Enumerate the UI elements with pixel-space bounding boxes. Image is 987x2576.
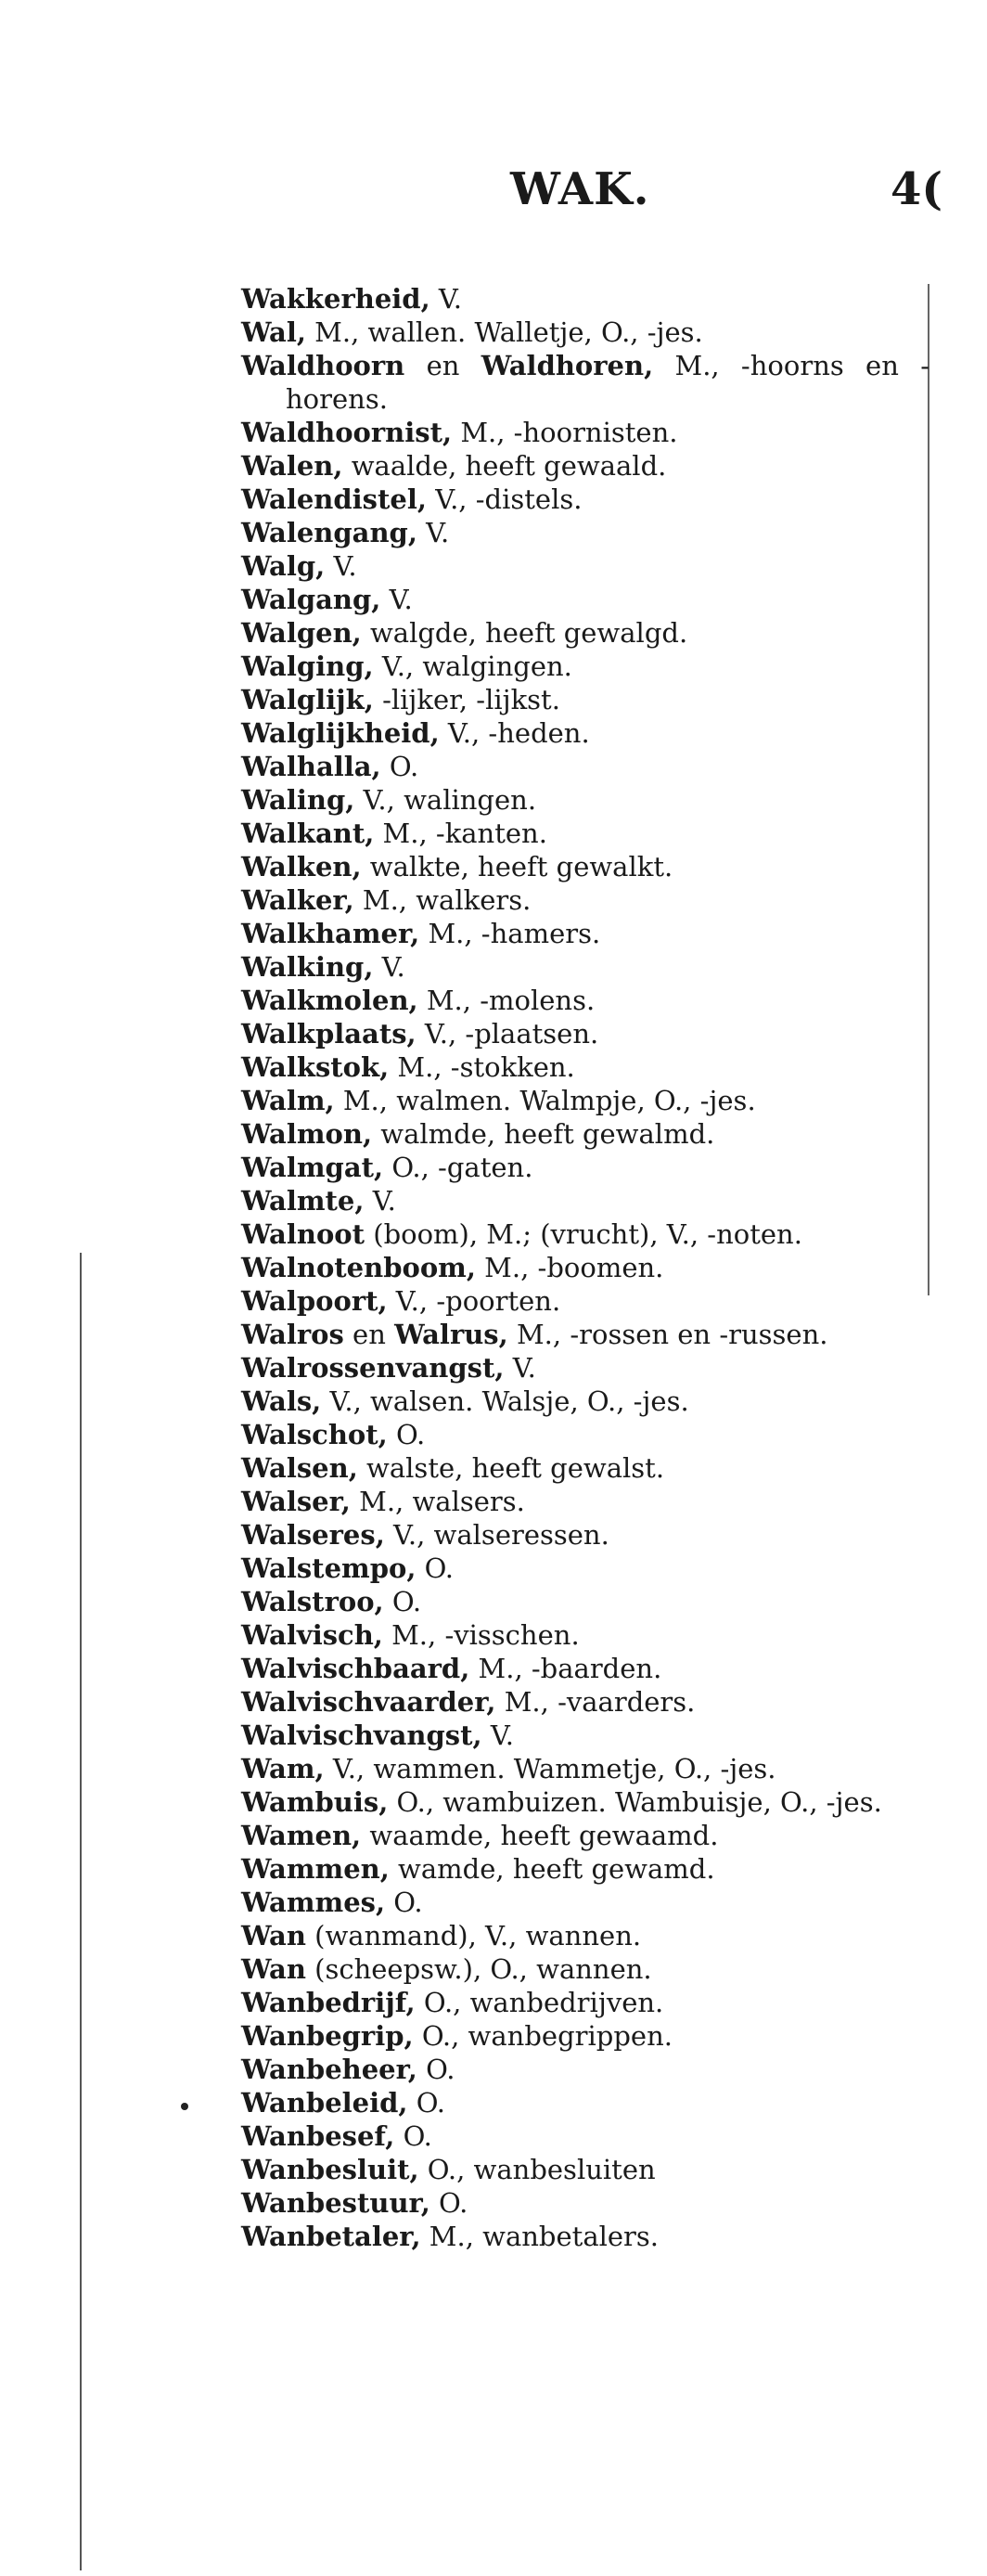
dictionary-entry	[241, 716, 929, 750]
entry-headword: Walm,	[241, 1085, 335, 1116]
entry-text: V., walseressen.	[384, 1519, 609, 1551]
entry-headword: Walgang,	[241, 584, 381, 615]
entry-text: M., -rossen en -russen.	[507, 1319, 828, 1350]
entry-headword: Walkstok,	[241, 1051, 390, 1083]
entry-headword: Wanbestuur,	[241, 2187, 430, 2219]
dictionary-entry	[241, 2153, 929, 2186]
entry-text: V.	[373, 951, 405, 983]
dictionary-entry	[241, 1217, 929, 1251]
dictionary-entry	[241, 1618, 929, 1652]
dictionary-entry	[241, 1652, 929, 1685]
entry-text: O.	[407, 2087, 446, 2119]
entry-text: O.	[394, 2120, 432, 2152]
entry-text: O., wanbesluiten	[418, 2154, 656, 2185]
dictionary-entry	[241, 2186, 929, 2220]
dictionary-entry	[241, 282, 929, 316]
entry-text: O.	[429, 2187, 468, 2219]
entry-headword-variant: Waldhoren,	[481, 350, 654, 381]
entry-headword: Walmgat,	[241, 1152, 384, 1183]
dictionary-entry	[241, 1886, 929, 1919]
entry-headword: Walengang,	[241, 517, 417, 548]
dictionary-entry	[241, 883, 929, 917]
dictionary-entry	[241, 1518, 929, 1552]
entry-text: O.	[417, 2054, 455, 2085]
entry-headword: Wanbeleid,	[241, 2087, 408, 2119]
entry-headword: Walglijkheid,	[241, 717, 440, 749]
entry-text: V.	[325, 550, 357, 582]
entry-text: M., -hamers.	[419, 918, 601, 949]
entry-text: -lijker, -lijkst.	[373, 684, 560, 715]
entry-text: walkte, heeft gewalkt.	[361, 851, 673, 882]
dictionary-entry	[241, 2053, 929, 2086]
entry-headword: Wanbegrip,	[241, 2020, 414, 2052]
entry-headword: Walnoot	[241, 1218, 365, 1250]
entry-text: O., wambuizen. Wambuisje, O., -jes.	[388, 1786, 882, 1818]
entry-text: walste, heeft gewalst.	[357, 1452, 665, 1484]
entry-text: V., -poorten.	[387, 1285, 561, 1317]
dictionary-entry	[241, 984, 929, 1017]
entry-headword: Walkplaats,	[241, 1018, 417, 1050]
entry-text: V., wammen. Wammetje, O., -jes.	[324, 1753, 776, 1784]
entry-text: V., -heden.	[439, 717, 590, 749]
entry-headword: Walnotenboom,	[241, 1252, 476, 1283]
entry-headword: Wam,	[241, 1753, 325, 1784]
entry-headword: Wan	[241, 1953, 306, 1985]
entry-headword: Waldhoornist,	[241, 417, 453, 448]
entry-headword: Wanbetaler,	[241, 2221, 421, 2252]
entry-headword: Walmon,	[241, 1118, 373, 1150]
margin-dot	[181, 2103, 188, 2110]
entry-text: O.	[383, 1586, 422, 1617]
entry-text: O.	[385, 1887, 423, 1918]
dictionary-entry	[241, 783, 929, 817]
dictionary-entry	[241, 2119, 929, 2153]
entry-text: M., -baarden.	[469, 1653, 662, 1684]
dictionary-entry	[241, 1050, 929, 1084]
entry-text: V.	[417, 517, 450, 548]
entry-text: en	[343, 1319, 395, 1350]
entry-headword: Walstempo,	[241, 1552, 417, 1584]
dictionary-entry	[241, 1284, 929, 1318]
entry-headword: Walgen,	[241, 617, 362, 649]
entry-text: (boom), M.; (vrucht), V., -noten.	[365, 1218, 802, 1250]
entry-headword: Walvisch,	[241, 1619, 383, 1651]
dictionary-entry	[241, 1418, 929, 1451]
entry-text: waamde, heeft gewaamd.	[361, 1820, 719, 1851]
entry-headword: Walkant,	[241, 818, 375, 849]
entry-text: waalde, heeft gewaald.	[342, 450, 667, 482]
entry-text: V.	[481, 1719, 514, 1751]
dictionary-entry	[241, 1852, 929, 1886]
entry-headword: Wan	[241, 1920, 306, 1951]
dictionary-entry	[241, 583, 929, 616]
dictionary-entry	[241, 1184, 929, 1217]
dictionary-entry	[241, 2086, 929, 2119]
entry-headword: Walhalla,	[241, 751, 381, 782]
dictionary-entry	[241, 616, 929, 650]
entry-headword: Walvischvangst,	[241, 1719, 482, 1751]
entry-headword: Walschot,	[241, 1419, 388, 1450]
entry-text: M., wallen. Walletje, O., -jes.	[305, 316, 703, 348]
dictionary-entry	[241, 1685, 929, 1719]
dictionary-entry	[241, 1585, 929, 1618]
entry-headword: Walrossenvangst,	[241, 1352, 505, 1384]
dictionary-entry	[241, 2019, 929, 2053]
entry-headword: Wanbesluit,	[241, 2154, 419, 2185]
entry-text: M., walkers.	[353, 884, 532, 916]
dictionary-entry	[241, 1986, 929, 2019]
dictionary-entry	[241, 1385, 929, 1418]
entry-headword: Wamen,	[241, 1820, 362, 1851]
entry-text: (scheepsw.), O., wannen.	[305, 1953, 652, 1985]
entry-headword: Walging,	[241, 650, 374, 682]
entry-text: V., walingen.	[354, 784, 537, 816]
entry-text: M., -kanten.	[374, 818, 547, 849]
entry-headword: Wal,	[241, 316, 306, 348]
entry-text: walgde, heeft gewalgd.	[361, 617, 688, 649]
entry-headword: Walken,	[241, 851, 362, 882]
dictionary-entry	[241, 1919, 929, 1952]
dictionary-entry	[241, 1485, 929, 1518]
dictionary-entry	[241, 950, 929, 984]
entry-headword: Wammes,	[241, 1887, 386, 1918]
entry-text: (wanmand), V., wannen.	[305, 1920, 642, 1951]
entry-headword: Walen,	[241, 450, 343, 482]
entry-headword: Wambuis,	[241, 1786, 389, 1818]
dictionary-entry	[241, 1785, 929, 1819]
dictionary-entry	[241, 516, 929, 549]
dictionary-entry	[241, 750, 929, 783]
entry-headword: Walser,	[241, 1486, 351, 1517]
entry-headword: Walsen,	[241, 1452, 358, 1484]
entry-headword: Waling,	[241, 784, 355, 816]
entry-text: V.	[429, 283, 462, 315]
entry-text: M., -stokken.	[389, 1051, 575, 1083]
page-header	[0, 163, 987, 219]
dictionary-entry	[241, 850, 929, 883]
dictionary-entry	[241, 1819, 929, 1852]
entry-headword: Wanbedrijf,	[241, 1987, 416, 2018]
entry-text: V.	[380, 584, 413, 615]
entry-text: O.	[416, 1552, 454, 1584]
entry-headword: Walkmolen,	[241, 985, 418, 1016]
entry-text: V.	[364, 1185, 396, 1217]
entry-text: M., -molens.	[417, 985, 596, 1016]
dictionary-entry	[241, 316, 929, 349]
dictionary-entry	[241, 1151, 929, 1184]
entry-headword: Walseres,	[241, 1519, 385, 1551]
entry-headword: Walros	[241, 1319, 344, 1350]
dictionary-entry	[241, 1251, 929, 1284]
entry-text: M., -hoornisten.	[452, 417, 678, 448]
dictionary-entry	[241, 817, 929, 850]
page-title: WAK.	[510, 163, 650, 215]
dictionary-entry	[241, 1117, 929, 1151]
entry-headword: Walvischvaarder,	[241, 1686, 496, 1718]
dictionary-entry	[241, 1952, 929, 1986]
entry-headword: Walstroo,	[241, 1586, 384, 1617]
dictionary-entry	[241, 917, 929, 950]
entry-headword: Wammen,	[241, 1853, 390, 1885]
entry-text: M., -hoorns en -horens.	[286, 350, 929, 415]
entry-headword: Walker,	[241, 884, 354, 916]
entry-text: O.	[387, 1419, 426, 1450]
entry-text: V., walgingen.	[373, 650, 572, 682]
entry-headword: Walvischbaard,	[241, 1653, 470, 1684]
dictionary-entry	[241, 483, 929, 516]
dictionary-entry	[241, 1318, 929, 1351]
entry-headword: Walg,	[241, 550, 326, 582]
dictionary-entry	[241, 683, 929, 716]
entry-text: O., wanbegrippen.	[413, 2020, 673, 2052]
entry-headword: Wals,	[241, 1385, 322, 1417]
entry-headword: Walpoort,	[241, 1285, 388, 1317]
entry-headword: Walking,	[241, 951, 374, 983]
dictionary-entry	[241, 549, 929, 583]
dictionary-entry	[241, 1451, 929, 1485]
entry-text: M., wanbetalers.	[420, 2221, 660, 2252]
entry-text: M., walsers.	[350, 1486, 525, 1517]
entry-headword: Wanbesef,	[241, 2120, 395, 2152]
entry-headword: Wakkerheid,	[241, 283, 430, 315]
entry-text: en	[404, 350, 481, 381]
entry-headword-variant: Walrus,	[394, 1319, 508, 1350]
dictionary-entry	[241, 1017, 929, 1050]
entry-headword: Wanbeheer,	[241, 2054, 417, 2085]
dictionary-entries	[241, 282, 929, 2253]
entry-text: V., walsen. Walsje, O., -jes.	[321, 1385, 689, 1417]
entry-headword: Walkhamer,	[241, 918, 420, 949]
dictionary-entry	[241, 1351, 929, 1385]
entry-headword: Walglijk,	[241, 684, 374, 715]
entry-text: wamde, heeft gewamd.	[389, 1853, 715, 1885]
dictionary-entry	[241, 416, 929, 449]
entry-headword: Waldhoorn	[241, 350, 405, 381]
entry-text: M., -vaarders.	[495, 1686, 696, 1718]
entry-text: walmde, heeft gewalmd.	[372, 1118, 715, 1150]
dictionary-entry	[241, 1084, 929, 1117]
dictionary-entry	[241, 1552, 929, 1585]
dictionary-entry	[241, 650, 929, 683]
entry-text: O., wanbedrijven.	[415, 1987, 664, 2018]
margin-rule-left	[80, 1253, 82, 2570]
dictionary-entry	[241, 449, 929, 483]
entry-text: O., -gaten.	[383, 1152, 533, 1183]
entry-text: M., walmen. Walmpje, O., -jes.	[334, 1085, 756, 1116]
entry-text: V.	[504, 1352, 536, 1384]
dictionary-entry	[241, 1719, 929, 1752]
entry-text: V., -plaatsen.	[416, 1018, 599, 1050]
entry-text: V., -distels.	[426, 483, 583, 515]
entry-headword: Walendistel,	[241, 483, 427, 515]
entry-text: O.	[380, 751, 419, 782]
entry-text: M., -boomen.	[475, 1252, 664, 1283]
dictionary-entry	[241, 349, 929, 416]
dictionary-entry	[241, 1752, 929, 1785]
entry-headword: Walmte,	[241, 1185, 365, 1217]
dictionary-entry	[241, 2220, 929, 2253]
page-number: 4(	[891, 163, 943, 215]
entry-text: M., -visschen.	[382, 1619, 580, 1651]
